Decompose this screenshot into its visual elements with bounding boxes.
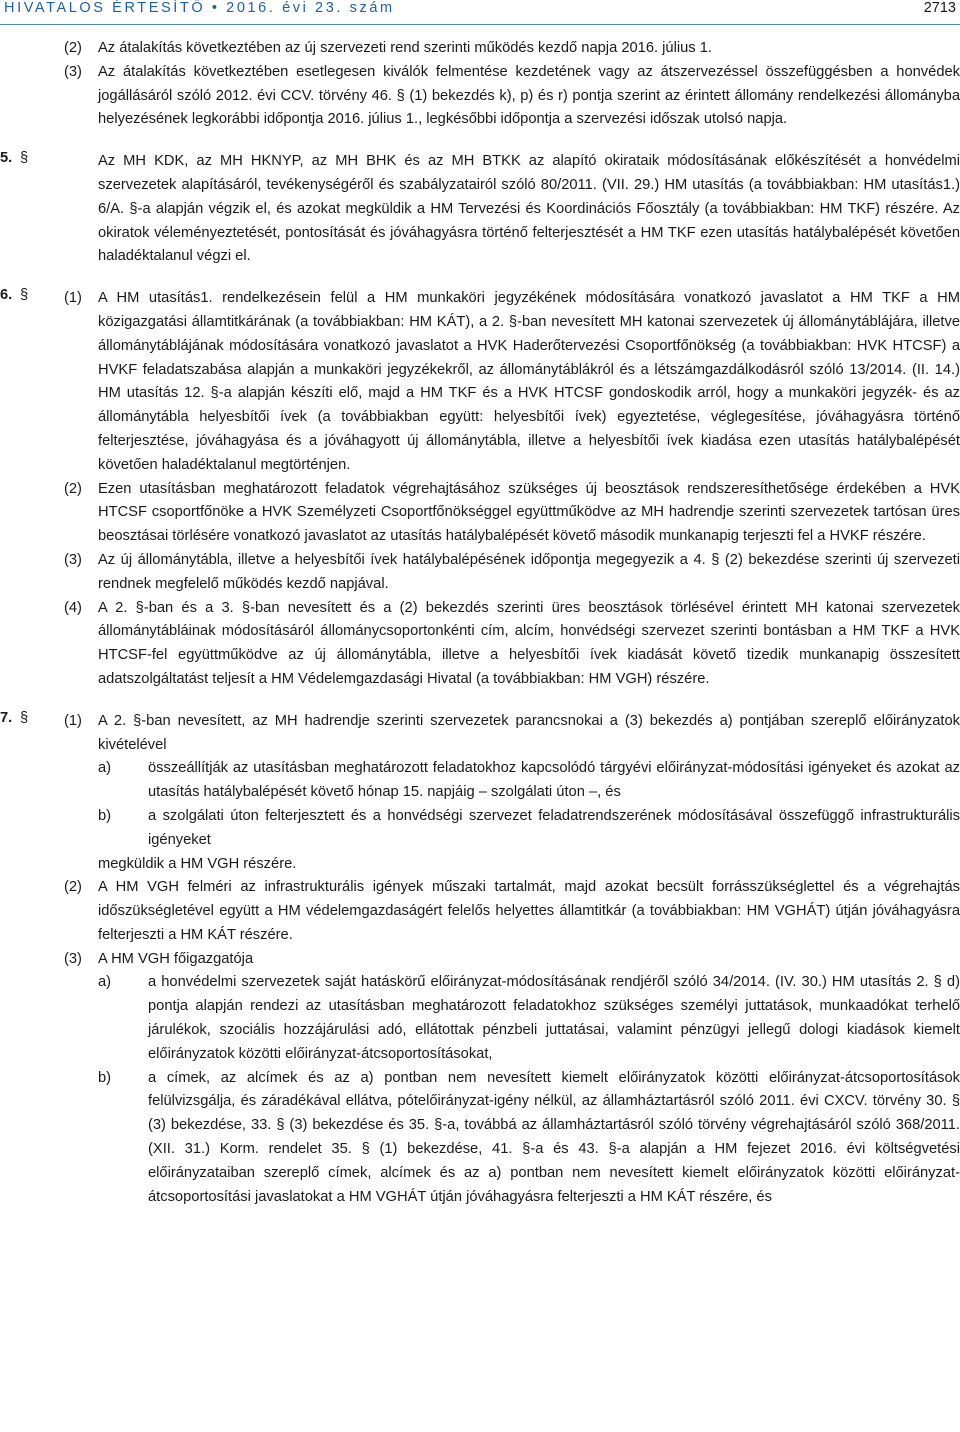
paragraph-text: Az átalakítás következtében az új szervezeti rend szerinti működés kezdő napja 2016. július 1. [98,40,712,56]
point-label: a) [98,974,112,991]
section-7-paragraph-1-points [0,757,960,852]
section-5 [0,150,960,269]
paragraph-text: A HM utasítás1. rendelkezésein felül a HM munkaköri jegyzékének módosítására vonatkozó javaslatot a HM TKF a HM közigazgatási államtitkárának (a továbbiakban: HM KÁT), a 2. §-ban nevesített MH katonai szervezetek új állománytáblájára, illetve állománytáblájának módosítására vonatkozó javaslatot a HVK Haderőtervezési Csoportfőnökség (a továbbiakban: HVK HTCSF) a HVKF feladatszabása alapján a munkaköri jegyzékekről, az állománytáblákról és a létszámgazdálkodásról szóló 13/2014. (II. 14.) HM utasítás 12. §-a alapján készíti elő, majd a HM TKF és a HVK HTCSF gondoskodik arról, hogy a munkaköri jegyzék- és az állománytábla helyesbítői ívek (a továbbiakban együtt: helyesbítői ívek) egyeztetése, véglegesítése, jóváhagyásra történő felterjesztése, jóváhagyása és a jóváhagyott új állománytábla, illetve a helyesbítői ívek kiadása ezen utasítás hatálybalépését követően haladéktalanul megtörténjen. [98,290,960,473]
paragraph-number: (1) [64,712,82,729]
paragraph-text: A HM VGH főigazgatója [98,950,254,967]
section-6-paragraph-3 [0,549,960,597]
point-label: b) [98,1069,112,1086]
point-text: a honvédelmi szervezetek saját hatáskörű előirányzat-módosításának rendjéről szóló 34/2014. (IV. 30.) HM utasítás 2. § d) pontja alapján rendezi az utasításban meghatározott feladatokhoz szükséges személyi juttatások, munkaadókat terhelő járulékok, szociális hozzájárulási adó, ellátottak pénzbeli juttatásai, valamint pénzügyi jellegű dologi kiadások kiemelt előirányzatok közötti előirányzat-átcsoportosításokat, [148,974,960,1062]
section-text: Az MH KDK, az MH HKNYP, az MH BHK és az MH BTKK az alapító okirataik módosításának előkészítését a honvédelmi szervezetek alapításáról, tevékenységéről és szabályzatairól szóló 80/2011. (VII. 29.) HM utasítás (a továbbiakban: HM utasítás1.) 6/A. §-a alapján végzik el, és azokat megküldik a HM Tervezési és Koordinációs Főosztály (a továbbiakban: HM TKF) részére. Az okiratok véleményeztetését, pontosítását és jóváhagyásra történő felterjesztését a HM TKF ezen utasítás hatálybalépését követően haladéktalanul végzi el. [98,153,960,265]
running-header [0,0,960,24]
paragraph-number: (1) [64,290,82,307]
section-number: 7. [0,709,13,726]
section-6-paragraph-1 [0,287,960,477]
paragraph-number: (2) [64,480,82,497]
list-item [98,757,960,805]
paragraph-text: Ezen utasításban meghatározott feladatok végrehajtásához szükséges új beosztások rendszeresíthetősége érdekében a HVK HTCSF csoportfőnöke a HVK Személyzeti Csoportfőnökséggel együttműködve az MH hadrendje szerinti szervezetek tartósan üres beosztásai törlésére vonatkozó javaslatot az utasítás hatálybalépését követő második munkanapig terjeszti fel a HVKF részére. [98,480,960,545]
section-sign: § [20,709,29,726]
paragraph-number: (3) [64,63,82,80]
page-number: 2713 [923,0,956,16]
section-7-paragraph-3-lead [0,948,960,972]
paragraph-text: Az új állománytábla, illetve a helyesbítői ívek hatálybalépésének időpontja megegyezik a 4. § (2) bekezdése szerinti új szervezeti rendnek megfelelő működés kezdő napjával. [98,551,960,592]
paragraph-number: (2) [64,40,82,56]
section-sign: § [20,287,29,304]
section-6-paragraph-2 [0,478,960,549]
intro-paragraph-3 [0,61,960,132]
section-7 [0,710,960,1210]
point-label: a) [98,760,112,777]
list-item [98,1067,960,1210]
section-7-paragraph-1-tail: megküldik a HM VGH részére. [98,855,297,872]
section-6-paragraph-4 [0,597,960,692]
section-6 [0,287,960,692]
intro-paragraph-2 [0,37,960,61]
paragraph-text: A 2. §-ban és a 3. §-ban nevesített és a (2) bekezdés szerinti üres beosztások törlésével érintett MH katonai szervezetek állománytábláinak módosításáról állománycsoportonkénti cím, alcím, honvédségi szervezet szerinti bontásban a HM TKF a HVK HTCSF-fel együttműködve az új állománytábla, illetve a helyesbítői ívek kiadását követő tizedik munkanapig összesített adatszolgáltatást teljesít a HM Védelemgazdasági Hivatal (a továbbiakban: HM VGH) részére. [98,599,960,687]
paragraph-text: A HM VGH felméri az infrastrukturális igények műszaki tartalmát, majd azokat becsült forrásszükséglettel és a végrehajtás időszükségletével együtt a HM védelemgazdaságért felelős helyettes államtitkár (a továbbiakban: HM VGHÁT) útján jóváhagyásra felterjeszti a HM KÁT részére. [98,879,960,943]
section-7-paragraph-2 [0,876,960,947]
section-7-paragraph-1-lead [0,710,960,758]
section-7-paragraph-3-points [0,971,960,1209]
document-body [0,37,960,1209]
point-text: összeállítják az utasításban meghatározott feladatokhoz kapcsolódó tárgyévi előirányzat-módosítási igényeket és azokat az utasítás hatálybalépését követő hónap 15. napjáig – szolgálati úton –, és [148,760,960,801]
section-number: 5. [0,150,13,167]
point-text: a szolgálati úton felterjesztett és a honvédségi szervezet feladatrendszerének módosításával összefüggő infrastrukturális igényeket [148,807,960,848]
paragraph-number: (3) [64,551,82,568]
point-label: b) [98,807,112,824]
section-number: 6. [0,287,13,304]
paragraph-number: (2) [64,879,82,896]
paragraph-text: Az átalakítás következtében esetlegesen kiválók felmentése kezdetének vagy az átszervezéssel összefüggésben a honvédek jogállásáról szóló 2012. évi CCV. törvény 46. § (1) bekezdés k), p) és r) pontja szerint az érintett állomány rendelkezési állományba helyezésének legkorábbi időpontja 2016. július 1., legkésőbbi időpontja a szervezési időszak utolsó napja. [98,63,960,128]
list-item [98,805,960,853]
header-rule [0,24,960,25]
paragraph-text: A 2. §-ban nevesített, az MH hadrendje szerinti szervezetek parancsnokai a (3) bekezdés a) pontjában szereplő előirányzatok kivételével [98,712,960,753]
paragraph-number: (3) [64,950,82,967]
journal-title: HIVATALOS ÉRTESÍTŐ • 2016. évi 23. szám [4,0,395,16]
list-item [98,971,960,1066]
section-sign: § [20,150,29,167]
paragraph-number: (4) [64,599,82,616]
point-text: a címek, az alcímek és az a) pontban nem nevesített kiemelt előirányzatok közötti előirányzat-átcsoportosítások felülvizsgálja, és záradékával ellátva, pótelőirányzat-igény nélkül, az államháztartásról szóló 2011. évi CXCV. törvény 30. § (3) bekezdése, 33. § (3) bekezdése és 35. §-a, továbbá az államháztartásról szóló törvény végrehajtásáról szóló 368/2011. (XII. 31.) Korm. rendelet 35. § (1) bekezdése, 41. §-a és 43. §-a alapján a HM fejezet 2016. évi költségvetési előirányzataiban szereplő címek, alcímek és az a) pontban nem nevesített kiemelt előirányzatok közötti előirányzat-átcsoportosítási javaslatokat a HM VGHÁT útján jóváhagyásra felterjeszti a HM KÁT részére, és [148,1069,960,1205]
